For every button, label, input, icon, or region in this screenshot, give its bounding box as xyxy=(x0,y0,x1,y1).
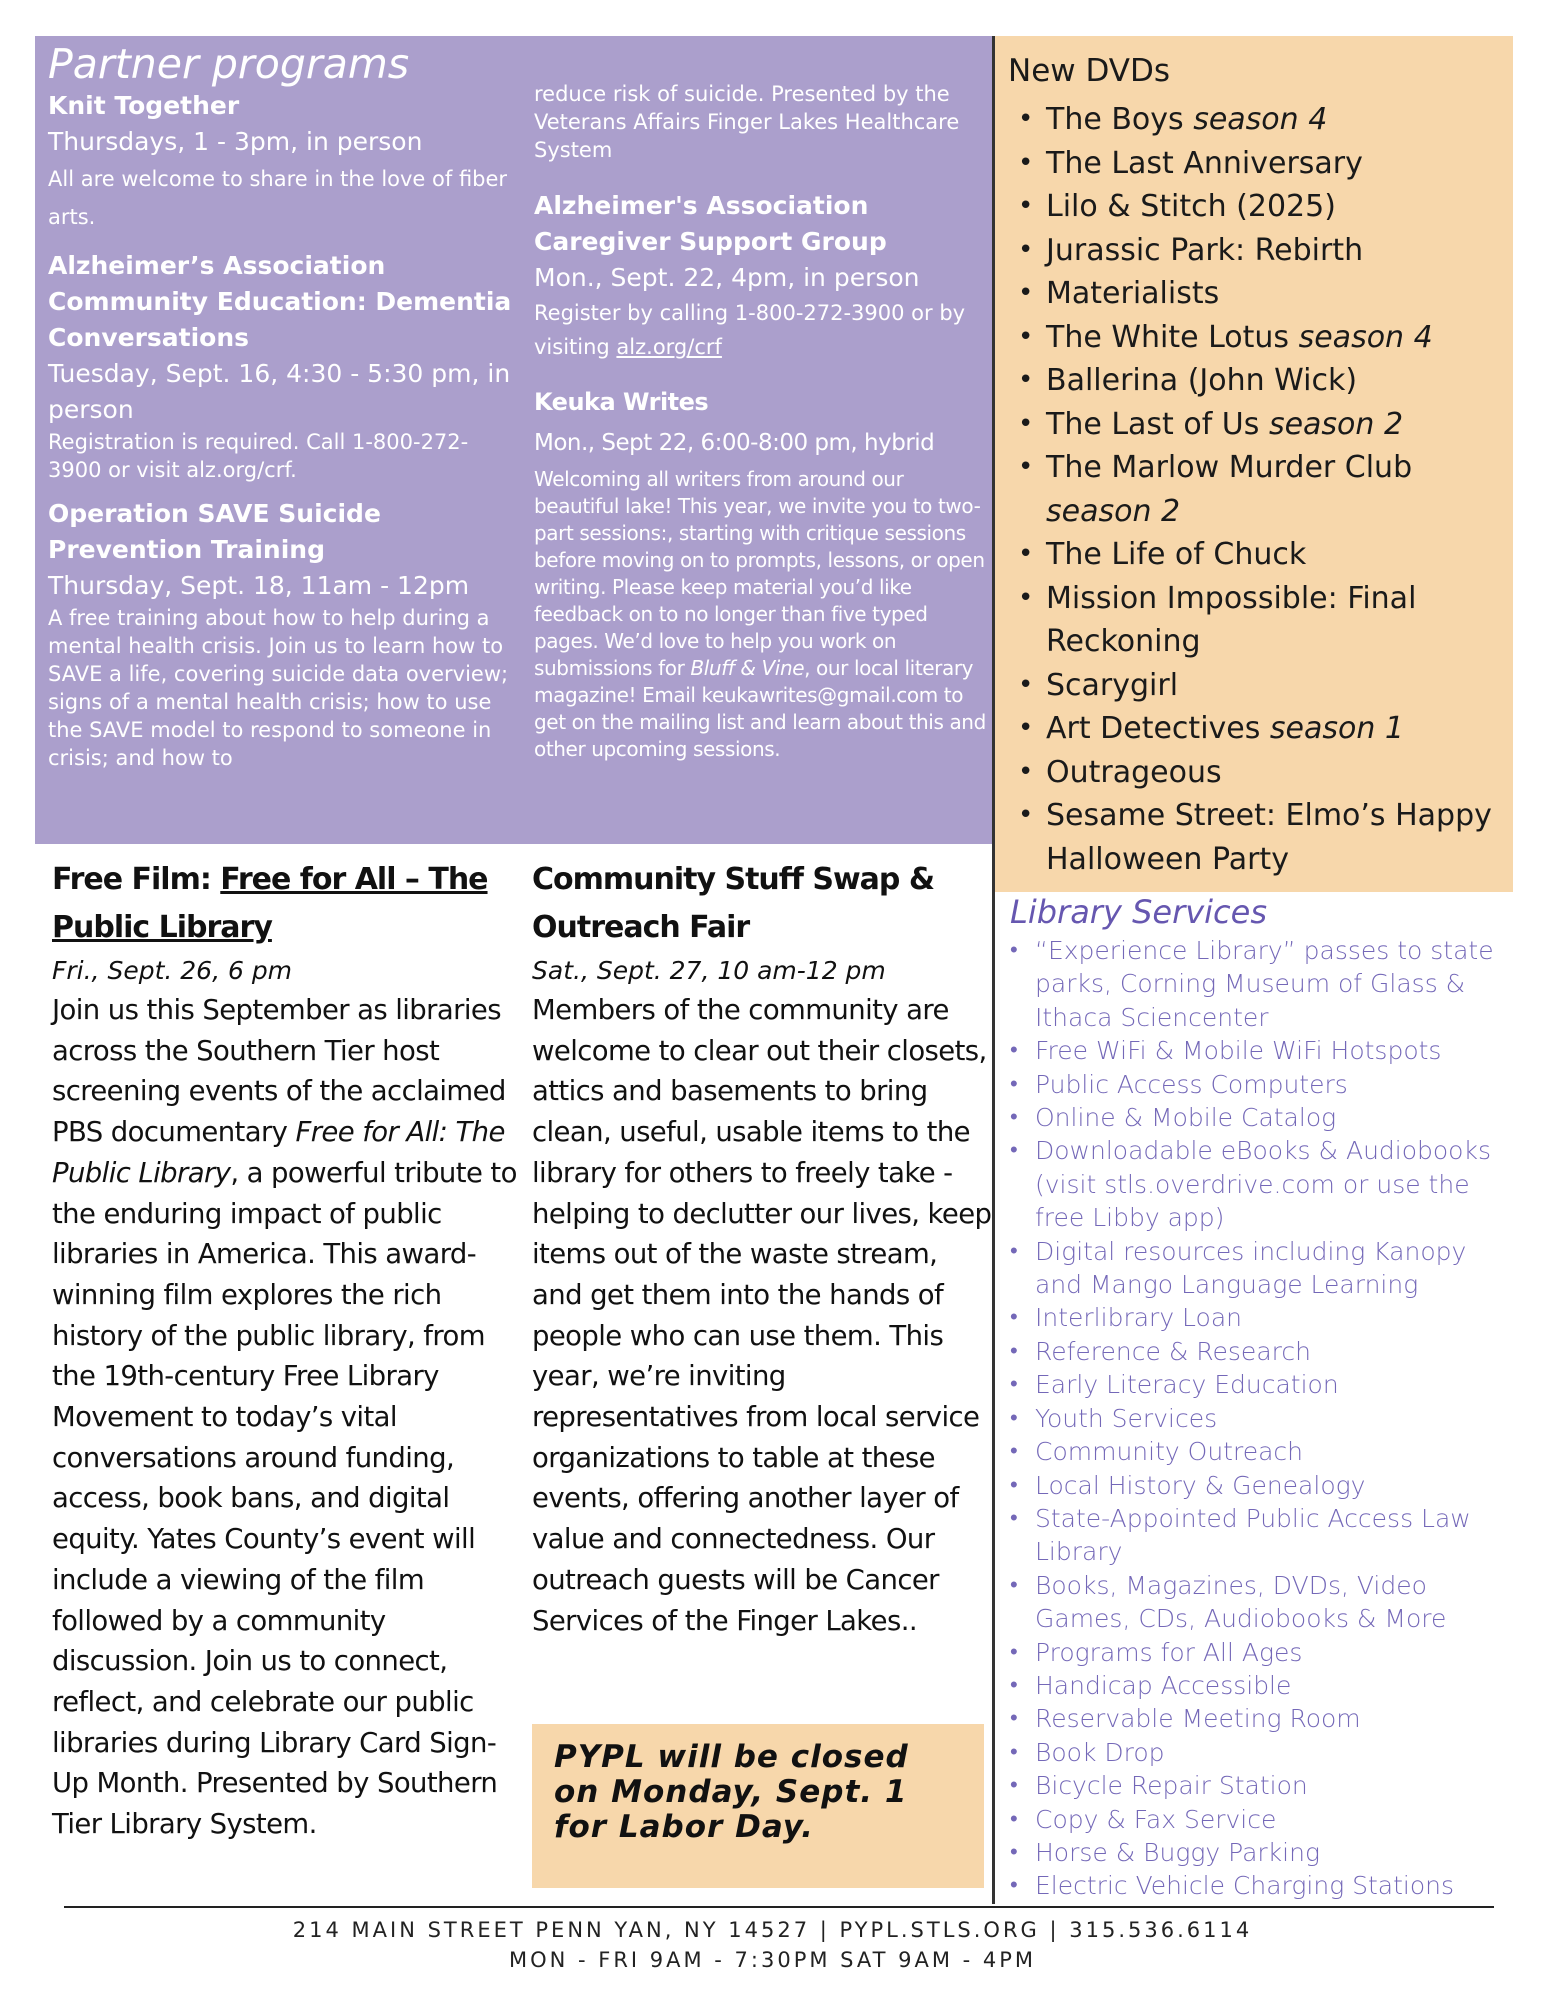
library-service-item: • Early Literacy Education xyxy=(1010,1368,1510,1401)
free-film-heading xyxy=(52,856,522,952)
dvd-title: Ballerina (John Wick) xyxy=(1046,363,1358,398)
partner-programs-column-right xyxy=(534,80,986,763)
alz-support-title: Alzheimer's Association Caregiver Support Group xyxy=(534,191,887,256)
library-service-item: • “Experience Library” passes to state parks, Corning Museum of Glass & Ithaca Sciencenter xyxy=(1010,934,1510,1034)
dvd-item xyxy=(1008,272,1508,316)
dvd-season: season 4 xyxy=(1193,102,1328,137)
alz-support-desc xyxy=(534,296,986,364)
documentary-title: Free for All: The Public Library xyxy=(52,1116,505,1189)
dvd-title: The Marlow Murder Club xyxy=(1046,450,1413,485)
dvd-item xyxy=(1008,359,1508,403)
stuff-swap-heading: Community Stuff Swap & Outreach Fair xyxy=(532,862,934,945)
dvd-item xyxy=(1008,316,1508,360)
library-service-item: • Public Access Computers xyxy=(1010,1068,1510,1101)
dvd-season: season 2 xyxy=(1046,493,1181,529)
library-service-item: • Youth Services xyxy=(1010,1402,1510,1435)
library-service-item: • Downloadable eBooks & Audiobooks (visit stls.overdrive.com or use the free Libby app) xyxy=(1010,1134,1510,1234)
column-divider xyxy=(992,36,995,1904)
closed-notice-box xyxy=(532,1724,984,1888)
library-service-item: • Reference & Research xyxy=(1010,1335,1510,1368)
keuka-writes-time: Mon., Sept 22, 6:00-8:00 pm, hybrid xyxy=(534,430,935,456)
stuff-swap-section xyxy=(532,856,992,1641)
dvd-title: Sesame Street: Elmo’s Happy Halloween Party xyxy=(1046,798,1492,877)
free-film-body xyxy=(52,990,522,1845)
footer-hours-line: MON - FRI 9AM - 7:30PM SAT 9AM - 4PM xyxy=(508,1948,1037,1972)
dvd-item xyxy=(1008,403,1508,447)
new-dvds-section xyxy=(1008,48,1508,881)
new-dvds-title: New DVDs xyxy=(1008,53,1171,89)
dvd-title: The Boys xyxy=(1046,102,1194,137)
stuff-swap-body: Members of the community are welcome to clear out their closets, attics and basements to bring clean, useful, usable items to the library for others to freely take - helping to declutter our lives, keep items out of the waste stream, and get them into the hands of people who can use them. This year, we’re inviting representatives from local service organizations to table at these events, offering another layer of value and connectedness. Our outreach guests will be Cancer Services of the Finger Lakes.. xyxy=(532,994,992,1637)
stuff-swap-date: Sat., Sept. 27, 10 am-12 pm xyxy=(532,956,886,985)
save-title: Operation SAVE Suicide Prevention Training xyxy=(48,499,381,564)
footer-divider xyxy=(64,1906,1494,1908)
dvd-item xyxy=(1008,751,1508,795)
dvd-item xyxy=(1008,446,1508,533)
dvd-item xyxy=(1008,707,1508,751)
library-service-item: • Copy & Fax Service xyxy=(1010,1803,1510,1836)
library-service-item: • Reservable Meeting Room xyxy=(1010,1702,1510,1735)
dvd-title: The White Lotus xyxy=(1046,319,1299,355)
closed-notice-text: PYPL will be closed on Monday, Sept. 1 for Labor Day. xyxy=(554,1739,909,1845)
keuka-writes-desc-text: Welcoming all writers from around our beautiful lake! This year, we invite you to two-part sessions:, starting with critique sessions before moving on to prompts, lessons, or open writing. Please keep material you’d like feedback on to no longer than five typed pages. We’d love to help you work on submissions for xyxy=(534,467,985,680)
free-film-date: Fri., Sept. 26, 6 pm xyxy=(52,956,293,985)
save-time: Thursday, Sept. 18, 11am - 12pm xyxy=(48,571,470,600)
dvd-item xyxy=(1008,533,1508,577)
library-service-item: • Electric Vehicle Charging Stations xyxy=(1010,1869,1510,1902)
partner-programs-column-left xyxy=(48,40,518,772)
library-service-item: • Interlibrary Loan xyxy=(1010,1301,1510,1334)
dvd-item xyxy=(1008,142,1508,186)
alz-support-time: Mon., Sept. 22, 4pm, in person xyxy=(534,263,920,292)
library-service-item: • Online & Mobile Catalog xyxy=(1010,1101,1510,1134)
dvd-title: Materialists xyxy=(1046,276,1220,311)
dvd-title: The Last Anniversary xyxy=(1046,145,1363,181)
library-service-item: • Programs for All Ages xyxy=(1010,1636,1510,1669)
footer-address-line: 214 MAIN STREET PENN YAN, NY 14527 | PYPL.STLS.ORG | 315.536.6114 xyxy=(292,1918,1253,1942)
dvd-title: Outrageous xyxy=(1046,754,1222,790)
dvd-item xyxy=(1008,664,1508,708)
keuka-writes-desc xyxy=(534,466,986,763)
partner-programs-title: Partner programs xyxy=(48,40,410,88)
dvd-item xyxy=(1008,98,1508,142)
keuka-writes-desc-end: , our local literary magazine! Email keukawrites@gmail.com to get on the mailing list and learn about this and other upcoming sessions. xyxy=(534,656,986,761)
dvd-title: Mission Impossible: Final Reckoning xyxy=(1046,580,1417,659)
alz-edu-title: Alzheimer’s Association Community Education: Dementia Conversations xyxy=(48,251,512,352)
dvd-title: Jurassic Park: Rebirth xyxy=(1046,232,1364,268)
free-film-label: Free Film: xyxy=(52,862,221,897)
library-services-title: Library Services xyxy=(1010,893,1267,931)
free-film-body-text: Join us this September as libraries across the Southern Tier host screening events of the acclaimed PBS documentary xyxy=(52,994,506,1149)
dvd-title: Lilo & Stitch (2025) xyxy=(1046,189,1336,224)
dvd-season: season 1 xyxy=(1269,711,1404,746)
dvd-item xyxy=(1008,577,1508,664)
library-service-item: • Community Outreach xyxy=(1010,1435,1510,1468)
library-services-section xyxy=(1010,890,1510,1903)
keuka-writes-title: Keuka Writes xyxy=(534,388,709,416)
bluff-and-vine-title: Bluff & Vine xyxy=(690,656,805,680)
library-services-list xyxy=(1010,934,1510,1903)
free-film-section xyxy=(52,856,522,1845)
dvd-season: season 2 xyxy=(1268,406,1404,442)
library-service-item: • Book Drop xyxy=(1010,1736,1510,1769)
dvd-item xyxy=(1008,229,1508,273)
dvd-title: Scarygirl xyxy=(1046,667,1179,703)
free-film-body-end: , a powerful tribute to the enduring impact of public libraries in America. This award-winning film explores the rich history of the public library, from the 19th-century Free Library Movement to today’s vital conversations around funding, access, book bans, and digital equity. Yates County’s event will include a viewing of the film followed by a community discussion. Join us to connect, reflect, and celebrate our public libraries during Library Card Sign-Up Month. Presented by Southern Tier Library System. xyxy=(52,1156,517,1841)
alz-support-desc-text: Register by calling 1-800-272-3900 or by visiting xyxy=(534,301,966,359)
new-dvds-list xyxy=(1008,98,1508,881)
knit-together-desc: All are welcome to share in the love of fiber arts. xyxy=(48,167,508,229)
knit-together-title: Knit Together xyxy=(48,91,240,120)
library-service-item: • State-Appointed Public Access Law Library xyxy=(1010,1502,1510,1569)
dvd-title: Art Detectives xyxy=(1046,711,1270,746)
alz-edu-desc: Registration is required. Call 1-800-272-3900 or visit alz.org/crf. xyxy=(48,430,469,482)
free-for-all-link[interactable]: Free for All – The Public Library xyxy=(52,862,488,945)
dvd-item xyxy=(1008,185,1508,229)
alz-edu-time: Tuesday, Sept. 16, 4:30 - 5:30 pm, in person xyxy=(48,359,511,424)
save-desc: A free training about how to help during a mental health crisis. Join us to learn how to SAVE a life, covering suicide data overview; signs of a mental health crisis; how to use the SAVE model to respond to someone in crisis; and how to xyxy=(48,606,509,770)
library-service-item: • Bicycle Repair Station xyxy=(1010,1769,1510,1802)
knit-together-time: Thursdays, 1 - 3pm, in person xyxy=(48,127,423,156)
library-service-item: • Books, Magazines, DVDs, Video Games, CDs, Audiobooks & More xyxy=(1010,1569,1510,1636)
dvd-item xyxy=(1008,794,1508,881)
library-service-item: • Local History & Genealogy xyxy=(1010,1469,1510,1502)
alz-crf-link[interactable]: alz.org/crf xyxy=(616,335,722,359)
dvd-season: season 4 xyxy=(1298,319,1433,355)
dvd-title: The Last of Us xyxy=(1046,406,1269,442)
library-service-item: • Horse & Buggy Parking xyxy=(1010,1836,1510,1869)
library-service-item: • Free WiFi & Mobile WiFi Hotspots xyxy=(1010,1034,1510,1067)
save-desc-continued: reduce risk of suicide. Presented by the Veterans Affairs Finger Lakes Healthcare System xyxy=(534,82,960,162)
library-service-item: • Handicap Accessible xyxy=(1010,1669,1510,1702)
library-service-item: • Digital resources including Kanopy and Mango Language Learning xyxy=(1010,1235,1510,1302)
dvd-title: The Life of Chuck xyxy=(1046,537,1307,572)
